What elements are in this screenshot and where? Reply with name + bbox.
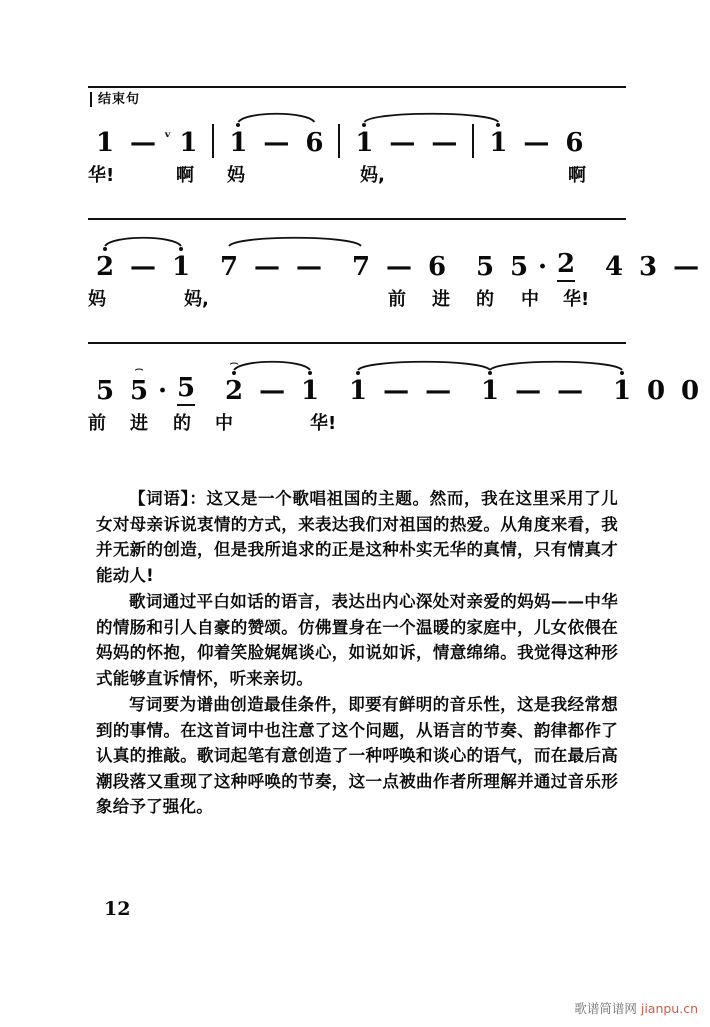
music-score bbox=[88, 86, 700, 466]
commentary-text bbox=[96, 486, 618, 821]
note-glyph: 1 bbox=[613, 376, 632, 406]
lyrics-row bbox=[88, 288, 626, 318]
note-glyph: 7 bbox=[351, 252, 371, 282]
sustain-dash: — bbox=[431, 128, 458, 158]
note-glyph: 0 bbox=[681, 376, 700, 406]
lyric-syllable: 进 bbox=[432, 289, 450, 310]
note-glyph: 0 bbox=[647, 376, 666, 406]
measure bbox=[217, 353, 327, 410]
fermata-icon: ⌢ bbox=[229, 353, 239, 371]
lyric-syllable: 妈, bbox=[360, 165, 385, 186]
system-top-rule bbox=[88, 86, 626, 88]
system-spacer bbox=[88, 346, 626, 358]
notes-row bbox=[88, 110, 626, 162]
note bbox=[212, 252, 246, 286]
measure bbox=[605, 358, 707, 410]
lyric-syllable: 的 bbox=[173, 413, 191, 434]
note bbox=[549, 249, 583, 286]
note bbox=[673, 376, 707, 410]
note-glyph: 1 bbox=[481, 376, 500, 406]
section-label: 结束句 bbox=[88, 90, 626, 110]
commentary-paragraph: 歌词通过平白如话的语言，表达出内心深处对亲爱的妈妈——中华的情肠和引人自豪的赞颂。仿佛置身在一个温暖的家庭中，儿女依偎在妈妈的怀抱，仰着笑脸娓娓谈心，如说如诉，情意绵绵。我觉得这种形式能够直诉情怀，听来亲切。 bbox=[96, 592, 618, 688]
note bbox=[631, 252, 665, 286]
measure bbox=[88, 358, 203, 410]
note-glyph: 1 bbox=[171, 252, 191, 282]
note bbox=[171, 128, 205, 162]
note-glyph: 2 bbox=[557, 249, 575, 282]
lyric-syllable: 中 bbox=[215, 413, 233, 434]
note-glyph: 3 bbox=[639, 252, 658, 282]
lyric-syllable: 进 bbox=[130, 413, 148, 434]
measure bbox=[347, 110, 465, 162]
measure bbox=[473, 358, 591, 410]
note-glyph: 6 bbox=[565, 128, 584, 158]
page-number: 12 bbox=[104, 898, 131, 920]
note bbox=[468, 252, 502, 286]
note bbox=[597, 252, 631, 286]
lyric-syllable: 华! bbox=[88, 165, 115, 186]
sustain-dash: — bbox=[383, 376, 410, 406]
note-glyph: 5 bbox=[177, 373, 195, 406]
note bbox=[293, 376, 327, 410]
note-glyph: 7 bbox=[219, 252, 239, 282]
note bbox=[88, 376, 122, 410]
sustain-dash: — bbox=[515, 376, 542, 406]
note-glyph: 1 bbox=[301, 376, 320, 406]
sustain-dash: — bbox=[425, 376, 452, 406]
sustain-dash: — bbox=[389, 128, 416, 158]
watermark bbox=[574, 999, 698, 1017]
lyric-syllable: 妈 bbox=[88, 289, 106, 310]
sustain-dash: — bbox=[263, 128, 290, 158]
lyrics-row bbox=[88, 164, 626, 194]
note bbox=[420, 252, 454, 286]
notes-row bbox=[88, 234, 700, 286]
lyric-syllable: 的 bbox=[476, 289, 494, 310]
sustain-dash: — bbox=[557, 376, 584, 406]
note-glyph: 2 bbox=[95, 252, 115, 282]
note-glyph: 5 bbox=[475, 252, 495, 282]
sustain-dash: — bbox=[296, 252, 322, 282]
measure bbox=[88, 234, 198, 286]
note bbox=[217, 353, 251, 410]
score-system bbox=[88, 342, 700, 442]
notes-row bbox=[88, 353, 700, 410]
lyric-syllable: 中 bbox=[521, 289, 539, 310]
note-glyph: 1 bbox=[355, 128, 374, 158]
system-spacer bbox=[88, 222, 626, 234]
measure bbox=[88, 110, 205, 162]
note-glyph: 1 bbox=[229, 128, 248, 158]
sustain-dash: — bbox=[386, 252, 412, 282]
note-glyph: 5 bbox=[129, 376, 149, 406]
sustain-dash: — bbox=[130, 128, 156, 158]
note bbox=[169, 373, 203, 410]
barline bbox=[212, 124, 214, 158]
barline bbox=[338, 124, 340, 158]
note-glyph: 6 bbox=[305, 128, 324, 158]
note bbox=[297, 128, 331, 162]
note bbox=[557, 128, 591, 162]
measure bbox=[468, 234, 583, 286]
note bbox=[122, 359, 156, 410]
commentary-paragraph: 【词语】：这又是一个歌唱祖国的主题。然而，我在这里采用了儿女对母亲诉说衷情的方式，来表达我们对祖国的热爱。从角度来看，我并无新的创造，但是我所追求的正是这种朴实无华的真情，只有情真才能动人! bbox=[96, 489, 618, 585]
note-glyph: 6 bbox=[427, 252, 447, 282]
note-glyph: 1 bbox=[489, 128, 508, 158]
augmentation-dot: · bbox=[538, 252, 548, 282]
note-glyph: 5 bbox=[509, 252, 529, 282]
score-system bbox=[88, 86, 626, 194]
note bbox=[88, 252, 122, 286]
note-glyph: 1 bbox=[95, 128, 115, 158]
lyric-syllable: 啊 bbox=[176, 165, 194, 186]
note bbox=[88, 128, 122, 162]
measure bbox=[212, 234, 330, 286]
sustain-dash: — bbox=[523, 128, 550, 158]
measure bbox=[344, 234, 454, 286]
sustain-dash: — bbox=[259, 376, 286, 406]
note-glyph: 1 bbox=[179, 128, 198, 158]
note-glyph: 1 bbox=[349, 376, 368, 406]
lyric-syllable: 华! bbox=[563, 289, 590, 310]
lyrics-row bbox=[88, 412, 626, 442]
note bbox=[341, 376, 375, 410]
measure bbox=[341, 358, 459, 410]
commentary-paragraph: 写词要为谱曲创造最佳条件，即要有鲜明的音乐性，这是我经常想到的事情。在这首词中也注意了这个问题，从语言的节奏、韵律都作了认真的推敲。歌词起笔有意创造了一种呼唤和谈心的语气，而在最后高潮段落又重现了这种呼唤的节奏，这一点被曲作者所理解并通过音乐形象给予了强化。 bbox=[96, 695, 618, 816]
note bbox=[481, 128, 515, 162]
measure bbox=[481, 110, 591, 162]
lyric-syllable: 啊 bbox=[568, 165, 586, 186]
lyric-syllable: 妈 bbox=[227, 165, 245, 186]
lyric-syllable: 前 bbox=[388, 289, 406, 310]
note bbox=[605, 376, 639, 410]
note bbox=[639, 376, 673, 410]
augmentation-dot: · bbox=[158, 376, 168, 406]
note-glyph: 2 bbox=[225, 376, 244, 406]
system-top-rule bbox=[88, 342, 626, 344]
sustain-dash: — bbox=[130, 252, 156, 282]
measure bbox=[221, 110, 331, 162]
watermark-chinese: 歌谱简谱网 bbox=[574, 1001, 637, 1016]
note bbox=[221, 128, 255, 162]
note bbox=[473, 376, 507, 410]
note bbox=[344, 252, 378, 286]
note bbox=[347, 128, 381, 162]
lyric-syllable: 前 bbox=[88, 413, 106, 434]
barline bbox=[472, 124, 474, 158]
measure bbox=[597, 234, 707, 286]
sustain-dash: — bbox=[673, 252, 700, 282]
note bbox=[164, 252, 198, 286]
note-glyph: 5 bbox=[95, 376, 115, 406]
lyric-syllable: 妈, bbox=[184, 289, 209, 310]
note-glyph: 4 bbox=[605, 252, 624, 282]
system-top-rule bbox=[88, 218, 626, 220]
watermark-url: jianpu.cn bbox=[640, 1001, 698, 1016]
breath-mark: ᵛ bbox=[164, 128, 172, 146]
fermata-icon: ⌢ bbox=[134, 359, 144, 377]
lyric-syllable: 华! bbox=[310, 413, 337, 434]
note bbox=[502, 252, 536, 286]
score-system bbox=[88, 218, 700, 318]
sustain-dash: — bbox=[254, 252, 280, 282]
